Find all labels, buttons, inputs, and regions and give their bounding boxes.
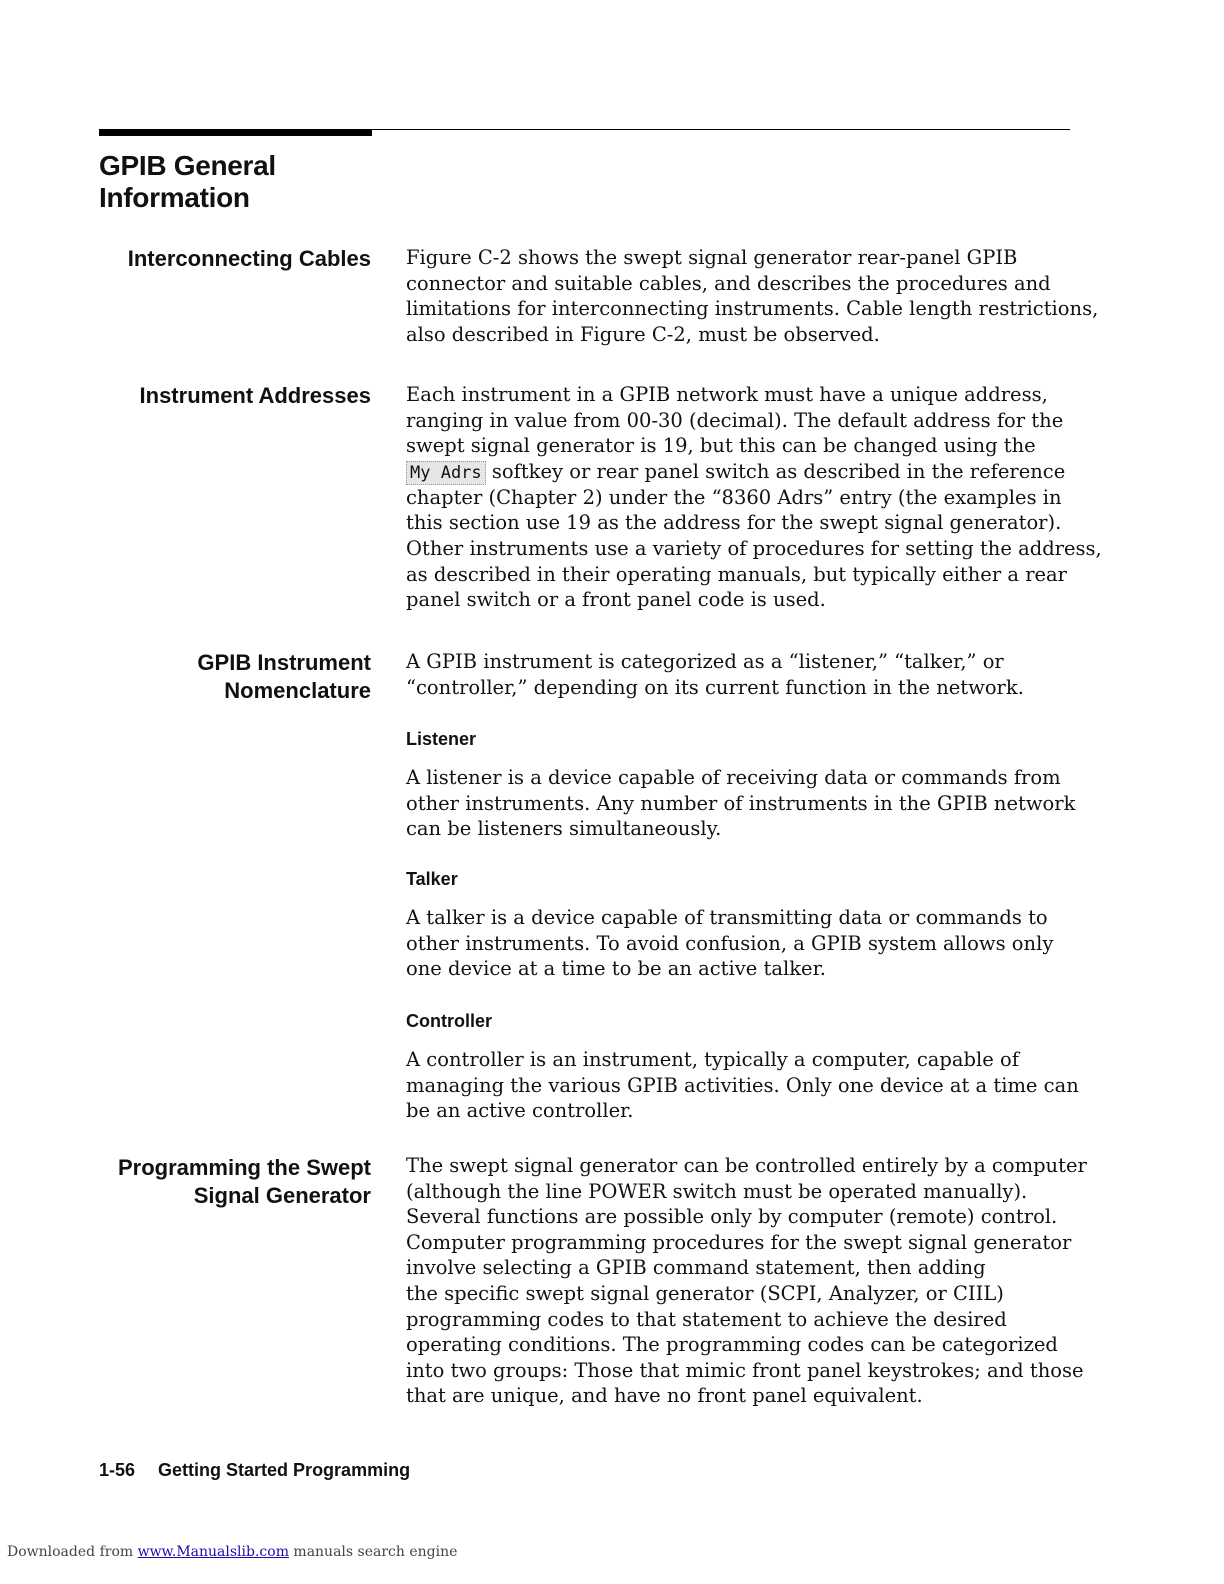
- text-line: Figure C-2 shows the swept signal generator rear-panel GPIB: [406, 246, 1018, 269]
- download-note-prefix: Downloaded from: [7, 1544, 138, 1560]
- paragraph-controller: [406, 1047, 1086, 1124]
- download-note: [7, 1543, 457, 1561]
- text-line: be an active controller.: [406, 1099, 634, 1123]
- page-title-line2: Information: [99, 182, 250, 213]
- paragraph-interconnecting-cables: [406, 245, 1099, 347]
- text-line: A GPIB instrument is categorized as a “listener,” “talker,” or: [406, 650, 1004, 673]
- text-line: chapter (Chapter 2) under the “8360 Adrs” entry (the examples in: [406, 485, 1062, 509]
- text-line: limitations for interconnecting instruments. Cable length restrictions,: [406, 297, 1099, 321]
- manualslib-link[interactable]: www.Manualslib.com: [137, 1544, 289, 1560]
- text-line: Computer programming procedures for the swept signal generator: [406, 1230, 1072, 1254]
- subheading-talker: Talker: [406, 869, 458, 889]
- text-line: Several functions are possible only by computer (remote) control.: [406, 1205, 1058, 1229]
- text-line: A controller is an instrument, typically a computer, capable of: [406, 1048, 1019, 1071]
- text-line: one device at a time to be an active talker.: [406, 957, 826, 981]
- text-line: swept signal generator is 19, but this can be changed using the: [406, 434, 1036, 458]
- footer-section-title: Getting Started Programming: [158, 1460, 411, 1480]
- paragraph-talker: [406, 905, 1086, 982]
- text-line: ranging in value from 00-30 (decimal). The default address for the: [406, 408, 1064, 432]
- text-line: Other instruments use a variety of procedures for setting the address,: [406, 536, 1102, 560]
- text-line: managing the various GPIB activities. Only one device at a time can: [406, 1073, 1079, 1097]
- text-line: that are unique, and have no front panel equivalent.: [406, 1384, 923, 1408]
- text-line: other instruments. Any number of instruments in the GPIB network: [406, 791, 1076, 815]
- text-line: as described in their operating manuals, but typically either a rear: [406, 562, 1068, 586]
- text-line: programming codes to that statement to achieve the desired: [406, 1307, 1007, 1331]
- page-footer: [99, 1459, 410, 1481]
- paragraph-nomenclature: [406, 649, 1086, 700]
- subheading-listener: Listener: [406, 729, 477, 749]
- text-line: also described in Figure C-2, must be observed.: [406, 322, 880, 346]
- heading-interconnecting-cables: Interconnecting Cables: [127, 246, 371, 271]
- text-line: into two groups: Those that mimic front panel keystrokes; and those: [406, 1358, 1084, 1382]
- header-rule-thick: [99, 129, 372, 136]
- text-line: can be listeners simultaneously.: [406, 817, 722, 841]
- text-line: A talker is a device capable of transmitting data or commands to: [406, 906, 1048, 929]
- subheading-controller: Controller: [406, 1011, 493, 1031]
- text-line: A listener is a device capable of receiving data or commands from: [406, 766, 1061, 789]
- text-line: (although the line POWER switch must be operated manually).: [406, 1179, 1028, 1203]
- download-note-suffix: manuals search engine: [288, 1544, 458, 1560]
- my-adrs-softkey: My Adrs: [406, 461, 486, 485]
- text-line-with-softkey: [406, 459, 1086, 485]
- text-line: Each instrument in a GPIB network must have a unique address,: [406, 383, 1048, 406]
- header-rule-thin: [372, 129, 1070, 130]
- text-line: the specific swept signal generator (SCPI, Analyzer, or CIIL): [406, 1281, 1004, 1305]
- text-line: other instruments. To avoid confusion, a GPIB system allows only: [406, 931, 1054, 955]
- softkey-sentence: softkey or rear panel switch as described in the reference: [485, 459, 1066, 483]
- paragraph-listener: [406, 765, 1086, 842]
- text-line: The swept signal generator can be controlled entirely by a computer: [406, 1154, 1087, 1177]
- paragraph-programming: [406, 1153, 1086, 1409]
- text-line: panel switch or a front panel code is used.: [406, 588, 826, 612]
- text-line: connector and suitable cables, and describes the procedures and: [406, 271, 1051, 295]
- heading-gpib-instrument-nomenclature: GPIB Instrument Nomenclature: [197, 650, 371, 703]
- page-title-line1: GPIB General: [99, 150, 276, 181]
- page-number: 1-56: [99, 1460, 136, 1480]
- text-line: “controller,” depending on its current function in the network.: [406, 675, 1024, 699]
- page-title: [99, 150, 276, 214]
- paragraph-instrument-addresses: [406, 382, 1102, 613]
- text-line: involve selecting a GPIB command statement, then adding: [406, 1256, 986, 1280]
- heading-instrument-addresses: Instrument Addresses: [139, 383, 371, 408]
- text-line: operating conditions. The programming codes can be categorized: [406, 1333, 1058, 1357]
- text-line: this section use 19 as the address for the swept signal generator).: [406, 511, 1062, 535]
- heading-programming-swept-signal-generator: Programming the Swept Signal Generator: [117, 1155, 371, 1208]
